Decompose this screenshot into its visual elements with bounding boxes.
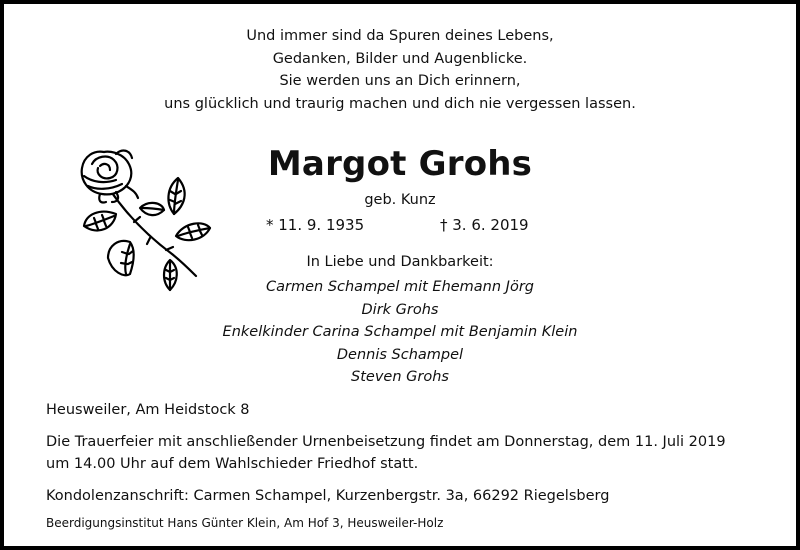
mourner-entry: Enkelkinder Carina Schampel mit Benjamin Klein xyxy=(222,324,578,340)
family-address: Heusweiler, Am Heidstock 8 xyxy=(46,402,250,418)
maiden-name: geb. Kunz xyxy=(364,192,436,208)
ceremony-details xyxy=(46,431,726,475)
mourners-list xyxy=(4,276,796,389)
poem-line: uns glücklich und traurig machen und dich nie vergessen lassen. xyxy=(164,95,636,112)
mourner-entry: Dennis Schampel xyxy=(336,346,464,363)
mourners-intro: In Liebe und Dankbarkeit: xyxy=(306,254,494,270)
poem-line: Sie werden uns an Dich erinnern, xyxy=(279,73,521,89)
birth-date: * 11. 9. 1935 xyxy=(266,216,365,234)
poem-line: Und immer sind da Spuren deines Lebens, xyxy=(246,28,554,44)
mourner-entry: Dirk Grohs xyxy=(361,301,439,318)
funeral-home: Beerdigungsinstitut Hans Günter Klein, Am Hof 3, Heusweiler-Holz xyxy=(46,516,444,530)
poem-line: Gedanken, Bilder und Augenblicke. xyxy=(272,50,528,67)
ceremony-line: Die Trauerfeier mit anschließender Urnenbeisetzung findet am Donnerstag, dem 11. Juli 2019 xyxy=(46,434,726,450)
condolence-address: Kondolenzanschrift: Carmen Schampel, Kurzenbergstr. 3a, 66292 Riegelsberg xyxy=(46,488,610,504)
ceremony-line: um 14.00 Uhr auf dem Wahlschieder Friedhof statt. xyxy=(46,456,419,472)
death-date: † 3. 6. 2019 xyxy=(440,216,529,234)
memorial-poem xyxy=(4,25,796,115)
mourner-entry: Carmen Schampel mit Ehemann Jörg xyxy=(266,279,534,295)
deceased-name: Margot Grohs xyxy=(267,144,533,184)
mourner-entry: Steven Grohs xyxy=(351,369,449,385)
